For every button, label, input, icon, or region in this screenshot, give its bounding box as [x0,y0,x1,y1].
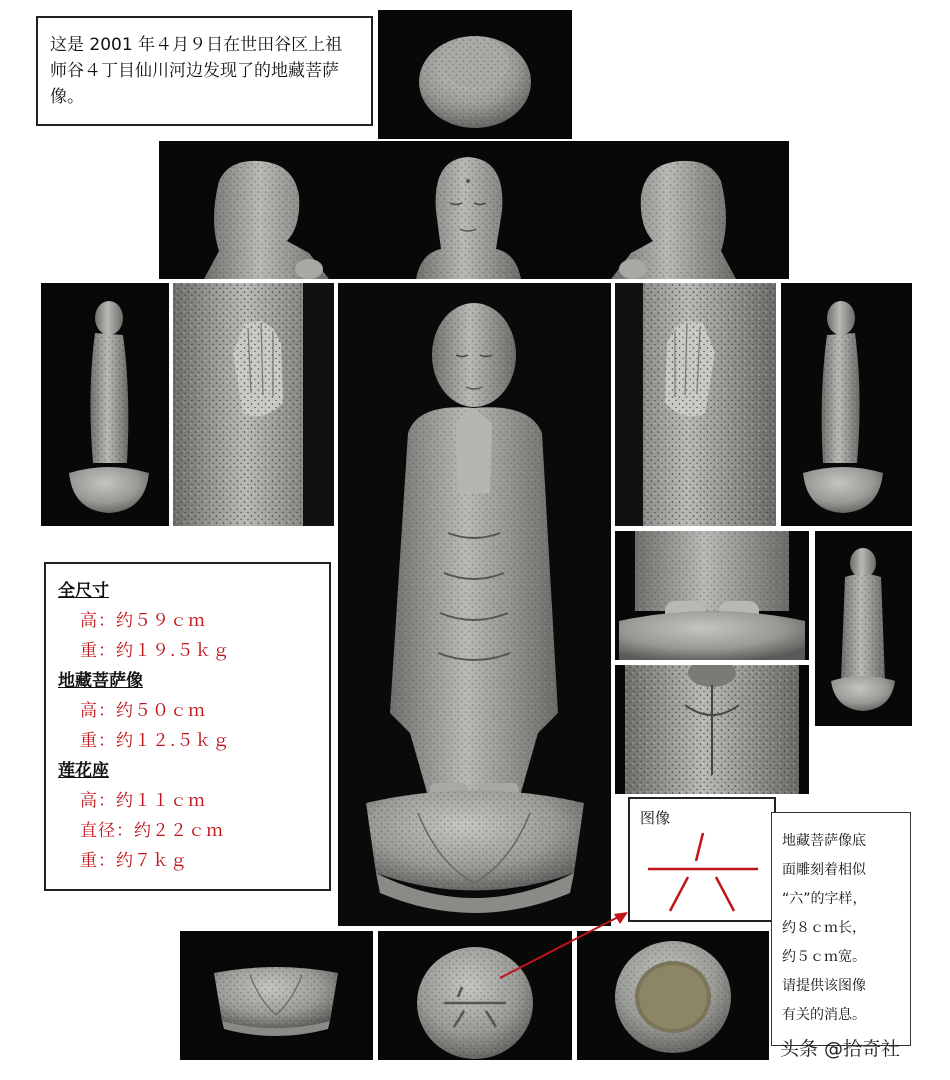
statue-front-face-image [366,141,571,279]
dimensions-section-full [58,576,317,666]
photo-full-front [338,283,611,926]
statue-right-profile-image [571,141,789,279]
dimension-value: 重：约１９.５ｋｇ [80,641,231,661]
note-line: 请提供该图像 [782,978,866,994]
note-line: 有关的消息。 [782,1007,866,1023]
note-line: 面雕刻着相似 [782,862,866,878]
note-line: “六”的字样， [782,891,867,907]
lotus-base-side-image [180,931,373,1060]
statue-full-front-image [338,283,611,926]
watermark: 头条 @拾奇社 [780,1038,901,1060]
statue-hands-left-closeup-image [173,283,334,526]
photo-hands-left-closeup [173,283,334,526]
dimensions-box [44,562,331,891]
photo-lotus-base-side [180,931,373,1060]
photo-top-view [378,10,572,139]
photo-chest-closeup [615,665,809,794]
photo-full-right-side [781,283,912,526]
note-line: 约８ｃｍ长， [782,920,866,936]
statue-full-right-side-image [781,283,912,526]
photo-statue-bottom [378,931,572,1060]
dimension-value: 直径：约２２ｃｍ [80,821,224,841]
dimensions-heading: 全尺寸 [58,581,109,601]
dimension-value: 重：约７ｋｇ [80,851,188,871]
lotus-base-top-image [577,931,769,1060]
statue-feet-closeup-image [615,531,809,660]
glyph-drawing [640,831,766,915]
glyph-figure-label: 图像 [640,809,671,827]
photo-hands-right-closeup [615,283,776,526]
dimensions-heading: 地藏菩萨像 [58,671,143,691]
pointer-arrow-head [614,912,628,924]
dimension-value: 高：约５９ｃｍ [80,611,206,631]
photo-feet-closeup [615,531,809,660]
dimensions-heading: 莲花座 [58,761,109,781]
dimension-value: 高：约１１ｃｍ [80,791,206,811]
photo-head-right-profile [571,141,789,279]
intro-text-box [36,16,373,126]
statue-bottom-image [378,931,572,1060]
statue-top-view-image [378,10,572,139]
photo-head-front [366,141,571,279]
statue-full-left-side-image [41,283,169,526]
dimensions-section-lotus-base [58,756,317,876]
statue-hands-right-closeup-image [615,283,776,526]
photo-head-left-profile [159,141,366,279]
dimensions-section-statue [58,666,317,756]
photo-full-left-side [41,283,169,526]
glyph-stroke-dot [696,833,703,861]
note-line: 约５ｃｍ宽。 [782,949,866,965]
photo-lotus-base-top [577,931,769,1060]
statue-back-view-image [815,531,912,726]
glyph-figure-box [628,797,776,922]
dimension-value: 重：约１２.５ｋｇ [80,731,231,751]
statue-chest-closeup-image [615,665,809,794]
dimension-value: 高：约５０ｃｍ [80,701,206,721]
photo-back-view [815,531,912,726]
glyph-stroke-right [716,877,734,911]
note-box [771,812,911,1046]
intro-text: 这是 2001 年４月９日在世田谷区上祖师谷４丁目仙川河边发现了的地藏菩萨像。 [50,35,343,107]
note-line: 地藏菩萨像底 [782,833,866,849]
statue-left-profile-image [159,141,366,279]
glyph-stroke-left [670,877,688,911]
